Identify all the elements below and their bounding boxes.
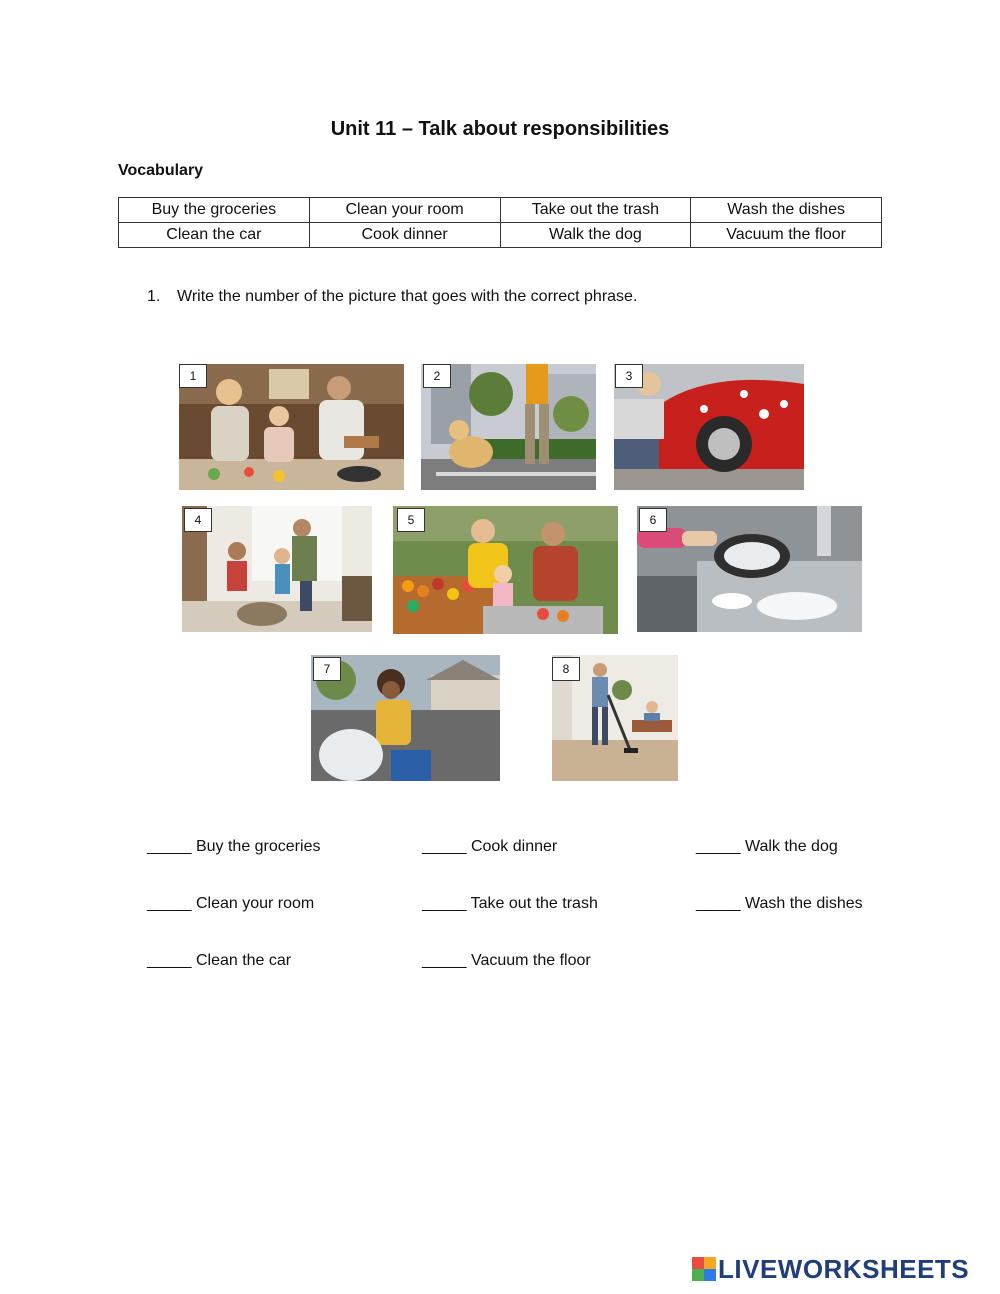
answer-item [422,952,591,970]
answer-blank[interactable]: _____ [696,838,741,855]
answer-item [147,838,320,856]
vocab-cell: Buy the groceries [119,198,310,223]
table-row [119,223,882,248]
vocab-cell: Wash the dishes [691,198,882,223]
logo-square [704,1257,716,1269]
vocab-cell: Take out the trash [500,198,691,223]
picture-cooking [179,364,404,490]
vocab-cell: Vacuum the floor [691,223,882,248]
answer-blank[interactable]: _____ [147,895,192,912]
answer-label: Clean the car [195,952,292,969]
logo-square [692,1257,704,1269]
answer-label: Buy the groceries [195,838,321,855]
answer-blank[interactable]: _____ [422,952,467,969]
answer-item [696,838,838,856]
answer-item [422,838,557,856]
answer-label: Cook dinner [470,838,558,855]
vocabulary-table [118,197,882,248]
vocab-cell: Clean the car [119,223,310,248]
instruction-text: Write the number of the picture that goes with the correct phrase. [177,288,638,305]
logo-icon [692,1257,716,1281]
picture-wash-dishes [637,506,862,632]
vocab-cell: Clean your room [309,198,500,223]
logo-text: LIVEWORKSHEETS [718,1253,970,1284]
logo-square [692,1269,704,1281]
picture-groceries [393,506,618,634]
answer-blank[interactable]: _____ [422,838,467,855]
answer-label: Walk the dog [744,838,838,855]
picture-number: 2 [423,364,451,388]
picture-number: 7 [313,657,341,681]
vocab-cell: Walk the dog [500,223,691,248]
answer-item [147,952,291,970]
instruction-number: 1. [147,288,161,305]
picture-number: 4 [184,508,212,532]
answer-item [147,895,314,913]
answer-label: Vacuum the floor [470,952,591,969]
answer-label: Take out the trash [470,895,598,912]
answer-item [422,895,598,913]
picture-number: 5 [397,508,425,532]
answer-label: Clean your room [195,895,315,912]
vocabulary-heading: Vocabulary [118,162,204,179]
vocab-cell: Cook dinner [309,223,500,248]
answer-label: Wash the dishes [744,895,863,912]
picture-number: 6 [639,508,667,532]
answer-blank[interactable]: _____ [147,952,192,969]
answer-blank[interactable]: _____ [696,895,741,912]
answer-blank[interactable]: _____ [422,895,467,912]
liveworksheets-logo[interactable] [692,1254,969,1284]
table-row [119,198,882,223]
picture-number: 1 [179,364,207,388]
picture-number: 3 [615,364,643,388]
answer-blank[interactable]: _____ [147,838,192,855]
page-title: Unit 11 – Talk about responsibilities [330,118,670,140]
answer-item [696,895,863,913]
instruction [147,288,637,306]
picture-number: 8 [552,657,580,681]
logo-square [704,1269,716,1281]
